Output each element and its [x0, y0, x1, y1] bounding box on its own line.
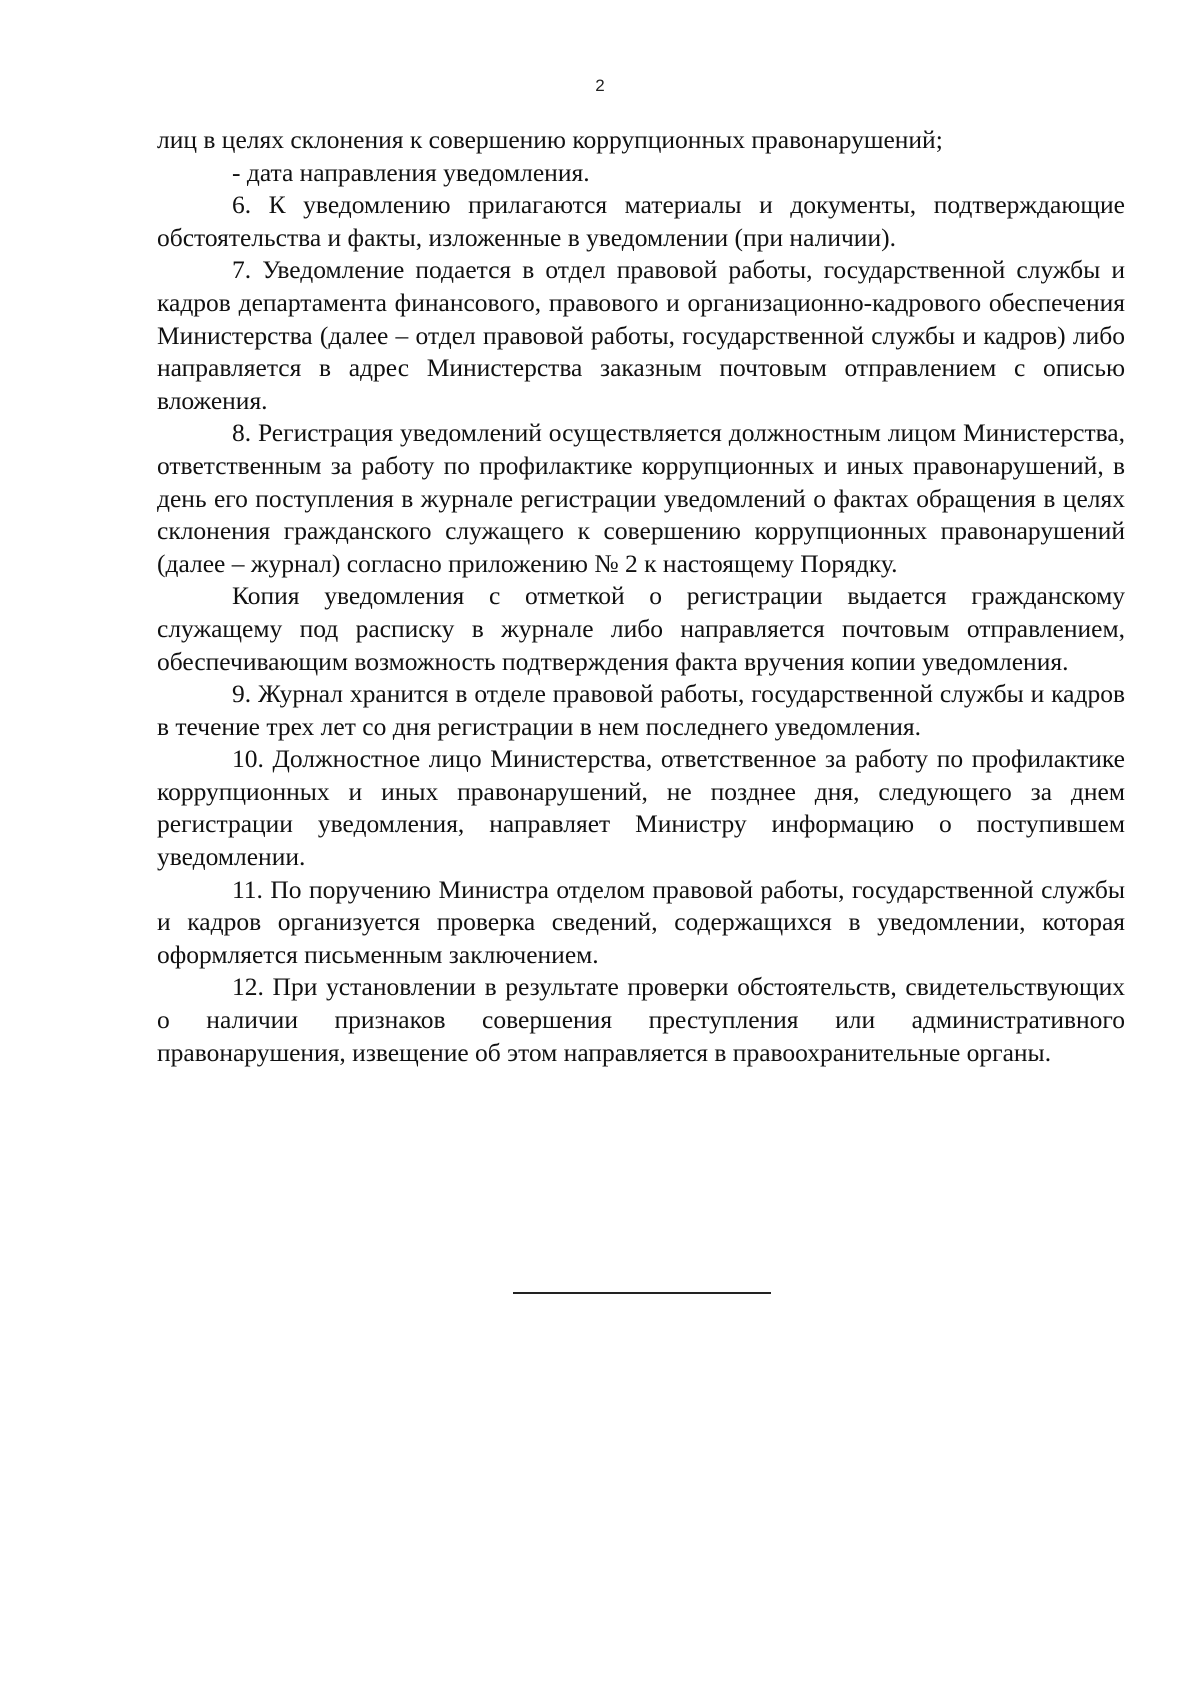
paragraph-item-7: 7. Уведомление подается в отдел правовой работы, государственной службы и кадров департамента финансового, правового и организационно-кадрового обеспечения Министерства (далее – отдел правовой работы, государственной службы и кадров) либо направляется в адрес Министерства заказным почтовым отправлением с описью вложения.: [157, 255, 1125, 415]
end-of-document-rule: [513, 1292, 771, 1294]
paragraph-item-9: 9. Журнал хранится в отделе правовой работы, государственной службы и кадров в течение трех лет со дня регистрации в нем последнего уведомления.: [157, 679, 1125, 741]
paragraph-notification-date: - дата направления уведомления.: [232, 157, 590, 187]
paragraph-item-6: 6. К уведомлению прилагаются материалы и документы, подтверждающие обстоятельства и факты, изложенные в уведомлении (при наличии).: [157, 190, 1125, 252]
document-body: [157, 124, 1125, 1069]
paragraph-item-12: 12. При установлении в результате проверки обстоятельств, свидетельствующих о наличии признаков совершения преступления или административного правонарушения, извещение об этом направляется в правоохранительные органы.: [157, 972, 1125, 1067]
paragraph-item-10: 10. Должностное лицо Министерства, ответственное за работу по профилактике коррупционных и иных правонарушений, не позднее дня, следующего за днем регистрации уведомления, направляет Министру информацию о поступившем уведомлении.: [157, 744, 1125, 872]
page-number: 2: [595, 76, 605, 95]
paragraph-item-11: 11. По поручению Министра отделом правовой работы, государственной службы и кадров организуется проверка сведений, содержащихся в уведомлении, которая оформляется письменным заключением.: [157, 874, 1125, 969]
paragraph-continuation: лиц в целях склонения к совершению коррупционных правонарушений;: [157, 125, 943, 154]
paragraph-item-8: 8. Регистрация уведомлений осуществляется должностным лицом Министерства, ответственным за работу по профилактике коррупционных и иных правонарушений, в день его поступления в журнале регистрации уведомлений о фактах обращения в целях склонения гражданского служащего к совершению коррупционных правонарушений (далее – журнал) согласно приложению № 2 к настоящему Порядку.: [157, 418, 1125, 578]
paragraph-item-8-copy: Копия уведомления с отметкой о регистрации выдается гражданскому служащему под расписку в журнале либо направляется почтовым отправлением, обеспечивающим возможность подтверждения факта вручения копии уведомления.: [157, 581, 1125, 676]
